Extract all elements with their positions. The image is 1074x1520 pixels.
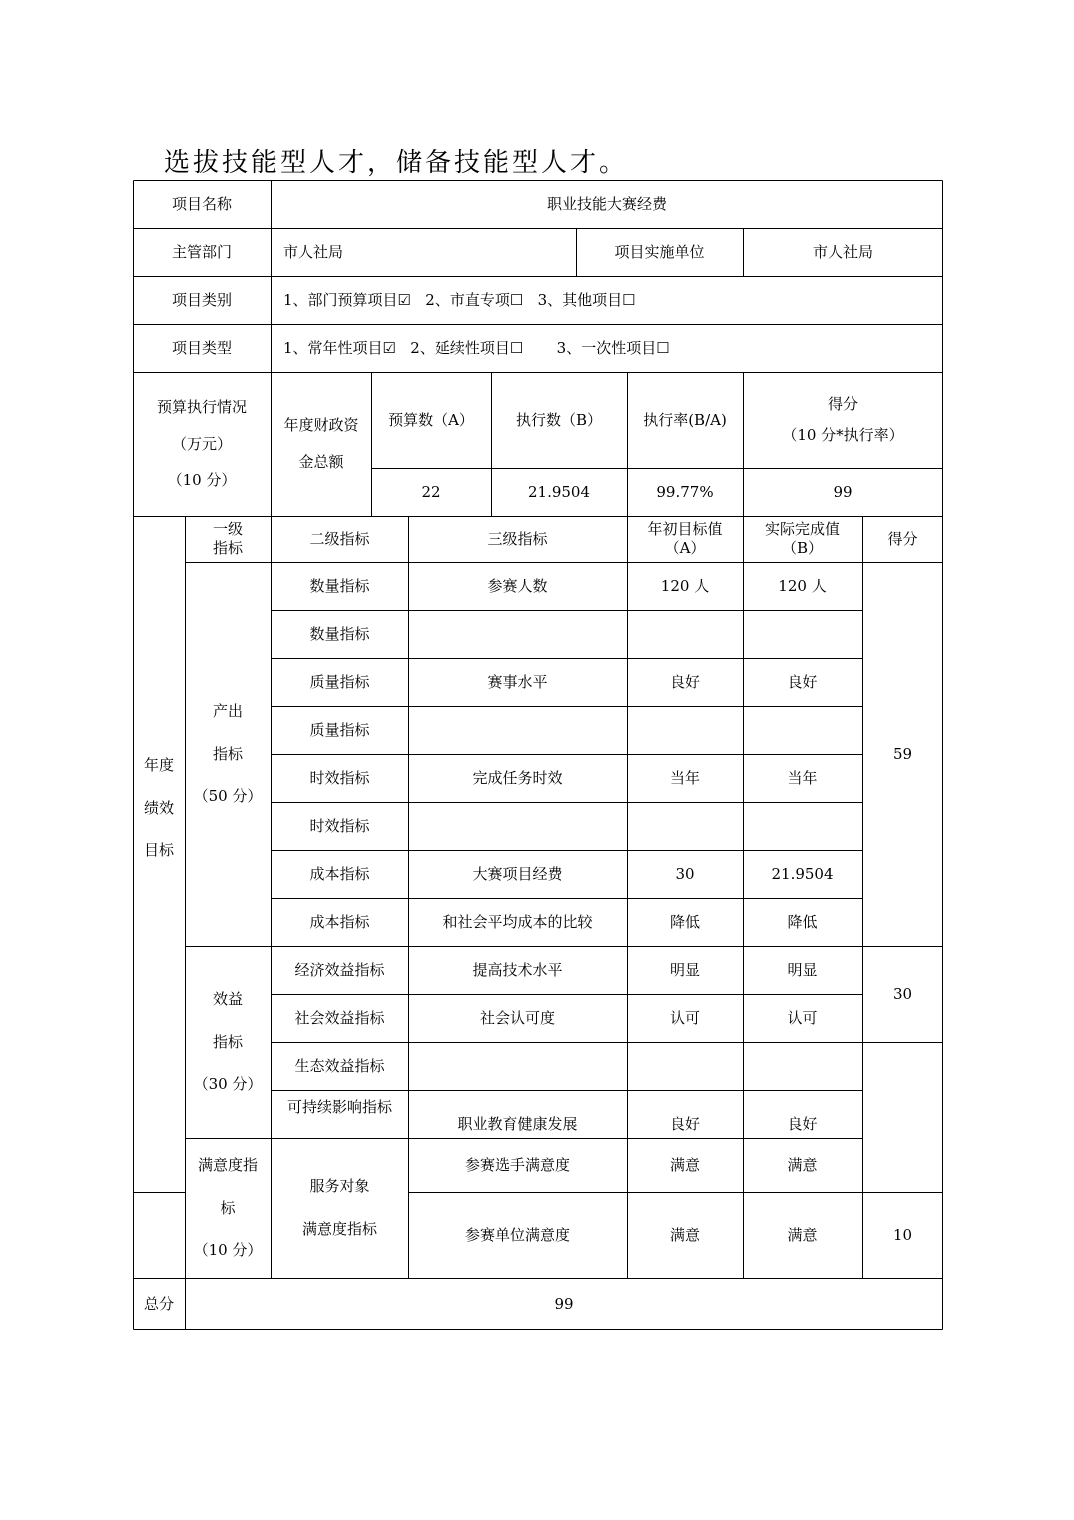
indicator-row-9-target: 明显	[669, 960, 700, 979]
indicator-row-3-l3: 赛事水平	[487, 672, 548, 691]
indicator-row-10-target: 认可	[669, 1008, 700, 1027]
indicator-row-5-l2: 时效指标	[309, 768, 370, 787]
indicator-row-10-l3: 社会认可度	[479, 1008, 555, 1027]
budget-val-b: 21.9504	[527, 482, 591, 501]
indicator-row-9-l2: 经济效益指标	[294, 960, 385, 979]
indicator-row-4-l3	[408, 706, 627, 754]
indicator-row-11-l3	[408, 1042, 627, 1090]
type-label: 项目类型	[171, 338, 232, 357]
header-level2: 二级指标	[309, 529, 370, 548]
group-benefit: 效益 指标 （30 分）	[193, 989, 263, 1094]
header-score: 得分	[887, 529, 918, 548]
indicator-row-6-l2: 时效指标	[309, 816, 370, 835]
dept-label: 主管部门	[171, 242, 232, 261]
indicator-row-3-l2: 质量指标	[309, 672, 370, 691]
indicator-row-7-l3: 大赛项目经费	[472, 864, 563, 883]
indicator-row-11-l2: 生态效益指标	[294, 1056, 385, 1075]
indicator-row-6-actual	[743, 802, 862, 850]
indicator-row-8-actual: 降低	[787, 912, 818, 931]
indicator-row-1-target: 120 人	[660, 576, 710, 595]
indicator-row-8-target: 降低	[669, 912, 700, 931]
impl-label: 项目实施单位	[614, 242, 705, 261]
budget-col-rate: 执行率(B/A)	[643, 410, 727, 429]
indicator-row-5-actual: 当年	[787, 768, 818, 787]
indicator-row-5-target: 当年	[669, 768, 700, 787]
budget-label: 预算执行情况 （万元） （10 分）	[156, 397, 247, 490]
sat-row-1-target: 满意	[669, 1155, 700, 1174]
indicator-row-6-l3	[408, 802, 627, 850]
indicator-row-5-l3: 完成任务时效	[472, 768, 563, 787]
indicator-row-10-actual: 认可	[787, 1008, 818, 1027]
budget-val-a: 22	[421, 482, 441, 501]
annual-goal-label: 年度 绩效 目标	[143, 755, 174, 860]
type-value: 1、常年性项目☑ 2、延续性项目☐ 3、一次性项目☐	[283, 338, 670, 357]
indicator-row-1-actual: 120 人	[778, 576, 827, 595]
indicator-row-3-target: 良好	[669, 672, 700, 691]
budget-col-score: 得分 （10 分*执行率）	[782, 395, 904, 444]
sat-row-1-actual: 满意	[787, 1155, 818, 1174]
budget-val-rate: 99.77%	[656, 482, 714, 501]
total-value: 99	[554, 1294, 574, 1313]
category-value: 1、部门预算项目☑ 2、市直专项☐ 3、其他项目☐	[283, 290, 636, 309]
indicator-row-12-l2: 可持续影响指标	[286, 1098, 392, 1116]
budget-total-label: 年度财政资 金总额	[283, 416, 359, 471]
score-satisfaction: 10	[892, 1225, 913, 1244]
indicator-row-12-actual: 良好	[787, 1115, 818, 1134]
page-heading: 选拔技能型人才，储备技能型人才。	[164, 148, 629, 178]
header-actual: 实际完成值 （B）	[764, 520, 840, 557]
indicator-row-6-target	[627, 802, 743, 850]
budget-col-b: 执行数（B）	[515, 410, 603, 429]
budget-col-a: 预算数（A）	[388, 410, 474, 429]
indicator-row-12-target: 良好	[669, 1115, 700, 1134]
score-benefit: 30	[892, 984, 913, 1003]
total-label: 总分	[143, 1294, 174, 1313]
indicator-row-4-l2: 质量指标	[309, 720, 370, 739]
indicator-row-8-l3: 和社会平均成本的比较	[442, 912, 593, 931]
indicator-row-7-l2: 成本指标	[309, 864, 370, 883]
indicator-row-7-actual: 21.9504	[771, 864, 834, 883]
indicator-row-9-actual: 明显	[787, 960, 818, 979]
group-satisfaction: 满意度指 标 （10 分）	[193, 1155, 263, 1260]
indicator-row-7-target: 30	[675, 864, 695, 883]
project-name-label: 项目名称	[171, 194, 232, 213]
performance-table	[133, 180, 943, 1330]
sat-row-2-actual: 满意	[787, 1225, 818, 1244]
budget-val-score: 99	[833, 482, 853, 501]
project-name-value: 职业技能大赛经费	[546, 194, 667, 213]
indicator-row-2-l3	[408, 610, 627, 658]
score-output: 59	[892, 744, 913, 763]
indicator-row-12-l3: 职业教育健康发展	[457, 1115, 578, 1134]
sat-row-1-l3: 参赛选手满意度	[464, 1155, 570, 1174]
indicator-row-8-l2: 成本指标	[309, 912, 370, 931]
impl-value: 市人社局	[812, 242, 873, 261]
dept-value: 市人社局	[283, 242, 344, 261]
indicator-row-2-target	[627, 610, 743, 658]
header-target: 年初目标值 （A）	[647, 520, 723, 557]
indicator-row-3-actual: 良好	[787, 672, 818, 691]
indicator-row-2-l2: 数量指标	[309, 624, 370, 643]
service-satisfaction-label: 服务对象 满意度指标	[301, 1177, 377, 1238]
header-level1: 一级 指标	[212, 520, 243, 557]
indicator-row-11-actual	[743, 1042, 862, 1090]
header-level3: 三级指标	[487, 529, 548, 548]
indicator-row-10-l2: 社会效益指标	[294, 1008, 385, 1027]
indicator-row-11-target	[627, 1042, 743, 1090]
category-label: 项目类别	[171, 290, 232, 309]
indicator-row-1-l2: 数量指标	[309, 576, 370, 595]
indicator-row-9-l3: 提高技术水平	[472, 960, 563, 979]
indicator-row-1-l3: 参赛人数	[487, 576, 548, 595]
indicator-row-2-actual	[743, 610, 862, 658]
indicator-row-4-actual	[743, 706, 862, 754]
sat-row-2-target: 满意	[669, 1225, 700, 1244]
group-output: 产出 指标 （50 分）	[193, 701, 263, 806]
sat-row-2-l3: 参赛单位满意度	[464, 1225, 570, 1244]
indicator-row-4-target	[627, 706, 743, 754]
